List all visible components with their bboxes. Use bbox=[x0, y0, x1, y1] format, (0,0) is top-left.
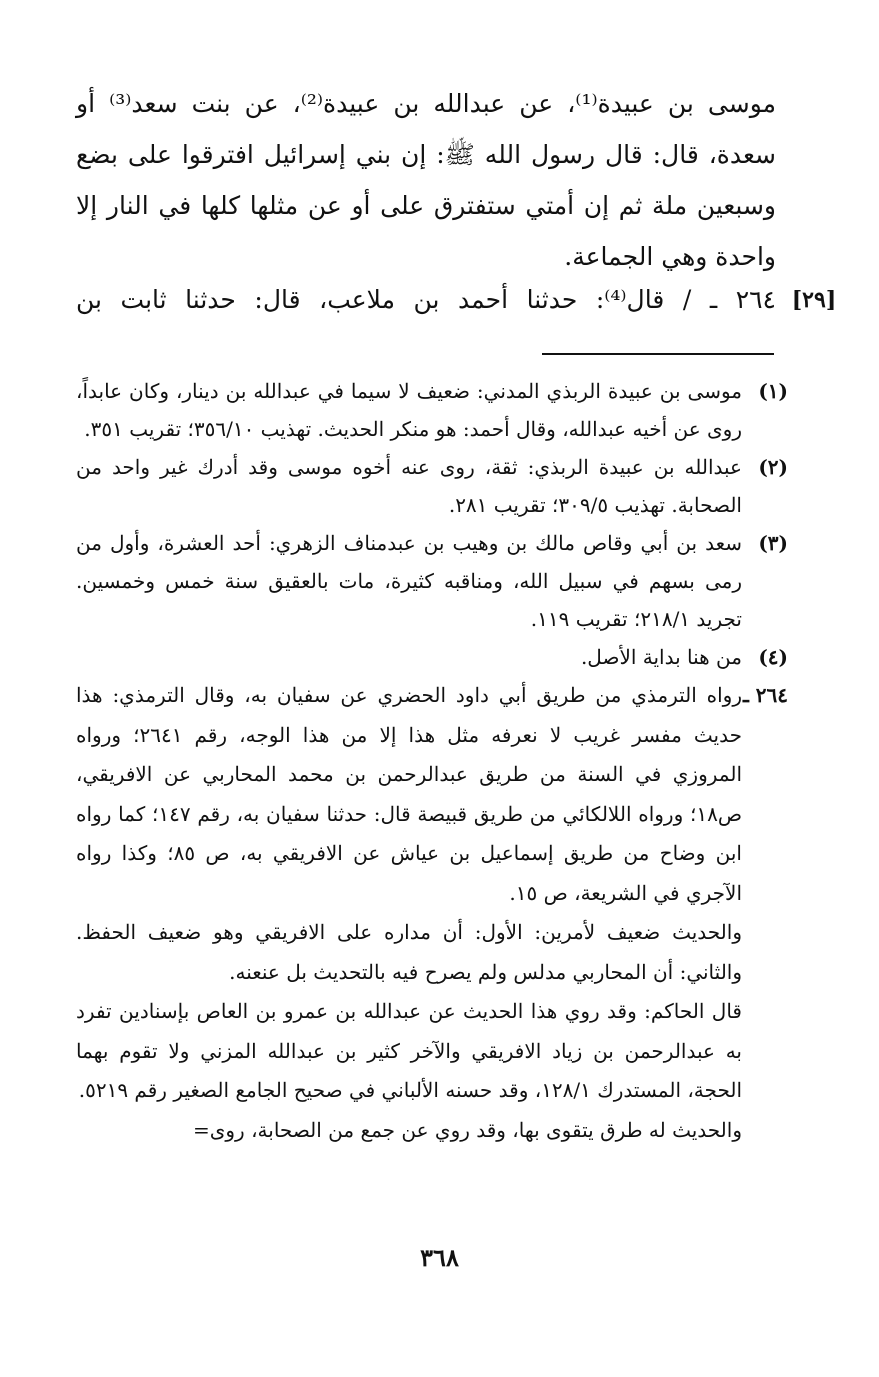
takhrij-paragraph-3 bbox=[76, 992, 788, 1111]
takhrij-text: والحديث ضعيف لأمرين: الأول: أن مداره على الافريقي وهو ضعيف الحفظ. والثاني: أن المحاربي مدلس ولم يصرح فيه بالتحديث بل عنعنه. bbox=[76, 920, 742, 984]
main-paragraph: موسى بن عبيدة⁽¹⁾، عن عبدالله بن عبيدة⁽²⁾، عن بنت سعد⁽³⁾ أو سعدة، قال: قال رسول الله ﷺ: إن بني إسرائيل افترقوا على بضع وسبعين ملة ثم إن أمتي ستفترق على أو عن مثلها كلها في النار إلا واحدة وهي الجماعة. bbox=[76, 89, 777, 271]
takhrij-264 bbox=[76, 676, 788, 913]
footnote-number: (٤) bbox=[758, 645, 788, 669]
footnote-1 bbox=[76, 372, 788, 448]
footnote-number: (١) bbox=[758, 379, 788, 403]
footnote-text: موسى بن عبيدة الربذي المدني: ضعيف لا سيما في عبدالله بن دينار، وكان عابداً، روى عن أخيه عبدالله، وقال أحمد: هو منكر الحديث. تهذيب ٣٥٦/١٠؛ تقريب ٣٥١. bbox=[76, 379, 742, 441]
main-text-block bbox=[76, 78, 776, 282]
footnote-number: (٣) bbox=[758, 531, 788, 555]
takhrij-number bbox=[742, 1111, 788, 1151]
takhrij-paragraph-2 bbox=[76, 913, 788, 992]
folio-marker: [٢٩] bbox=[791, 287, 837, 313]
hadith-264-heading: ٢٦٤ ـ / قال⁽⁴⁾: حدثنا أحمد بن ملاعب، قال: حدثنا ثابت بن bbox=[76, 285, 776, 314]
footnote-number: (٢) bbox=[758, 455, 788, 479]
page-number: ٣٦٨ bbox=[420, 1243, 459, 1272]
takhrij-text: قال الحاكم: وقد روي هذا الحديث عن عبدالله بن عمرو بن العاص بإسنادين تفرد به عبدالرحمن بن زياد الافريقي والآخر كثير بن عبدالله المزني ولا تقوم بهما الحجة، المستدرك ١٢٨/١، وقد حسنه الألباني في صحيح الجامع الصغير رقم ٥٢١٩. bbox=[76, 999, 742, 1102]
footnote-2 bbox=[76, 448, 788, 524]
footnote-separator bbox=[542, 353, 774, 355]
footnote-4 bbox=[76, 638, 788, 676]
takhrij-number bbox=[742, 913, 788, 992]
footnote-text: سعد بن أبي وقاص مالك بن وهيب بن عبدمناف الزهري: أحد العشرة، وأول من رمى بسهم في سبيل الله، ومناقبه كثيرة، مات بالعقيق سنة خمس وخمسين. تجريد ٢١٨/١؛ تقريب ١١٩. bbox=[76, 531, 742, 631]
takhrij-number: ٢٦٤ ـ bbox=[742, 683, 788, 707]
takhrij-paragraph-4 bbox=[76, 1111, 788, 1151]
footnotes bbox=[76, 372, 788, 1150]
takhrij-text: والحديث له طرق يتقوى بها، وقد روي عن جمع من الصحابة، روى= bbox=[192, 1117, 742, 1142]
footnote-text: عبدالله بن عبيدة الربذي: ثقة، روى عنه أخوه موسى وقد أدرك غير واحد من الصحابة. تهذيب ٣٠٩/٥؛ تقريب ٢٨١. bbox=[76, 455, 742, 517]
takhrij-number bbox=[742, 992, 788, 1111]
footnote-text: من هنا بداية الأصل. bbox=[580, 645, 742, 669]
footnote-3 bbox=[76, 524, 788, 638]
takhrij-text: رواه الترمذي من طريق أبي داود الحضري عن سفيان به، وقال الترمذي: هذا حديث مفسر غريب لا نعرفه مثل هذا إلا من هذا الوجه، رقم ٢٦٤١؛ ورواه المروزي في السنة من طريق عبدالرحمن بن محمد المحاربي عن الافريقي، ص١٨؛ ورواه اللالكائي من طريق قبيصة قال: حدثنا سفيان به، رقم ١٤٧؛ كما رواه ابن وضاح من طريق إسماعيل بن عياش عن الافريقي به، ص ٨٥؛ وكذا رواه الآجري في الشريعة، ص ١٥. bbox=[76, 683, 742, 905]
